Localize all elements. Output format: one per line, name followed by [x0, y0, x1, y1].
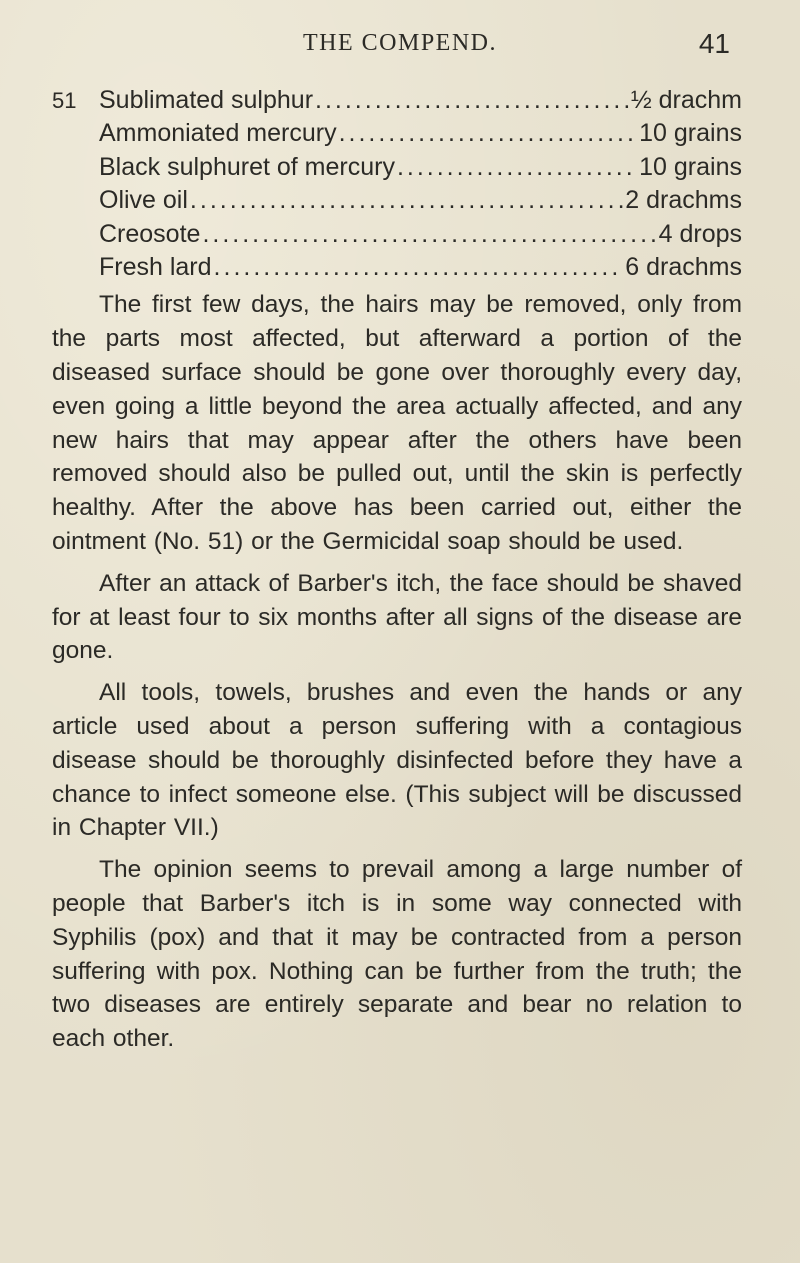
leader-dots: [397, 151, 637, 184]
ingredient-name: Sublimated sulphur: [99, 86, 314, 114]
ingredient-row: [99, 251, 742, 284]
ingredient-row: [99, 117, 742, 150]
ingredient-quantity: 2 drachms: [625, 186, 742, 215]
ingredient-row: [99, 84, 742, 117]
ingredient-list: [52, 84, 742, 284]
leader-dots: [315, 84, 629, 117]
page-number: 41: [698, 28, 730, 59]
ingredient-name: Black sulphuret of mercury: [99, 152, 395, 181]
paragraph-syphilis-myth: The opinion seems to prevail among a large number of people that Barber's itch is in some way connected with Syphilis (pox) and that it may be contracted from a person suffering with pox. Nothing can be further from the truth; the two diseases are entirely separate and bear no relation to each other.: [52, 856, 742, 1053]
ingredient-name: Olive oil: [99, 186, 188, 215]
leader-dots: [339, 117, 638, 150]
ingredient-row: [99, 218, 742, 251]
ingredient-quantity: 4 drops: [658, 219, 742, 248]
page-content: [52, 84, 742, 1056]
ingredient-name: Ammoniated mercury: [99, 119, 337, 148]
paragraph-hair-removal: The first few days, the hairs may be removed, only from the parts most affected, but afterward a portion of the diseased surface should be gone over thoroughly every day, even going a little beyond the area actually affected, and any new hairs that may appear after the others have been removed should also be pulled out, until the skin is perfectly healthy. After the above has been carried out, either the ointment (No. 51) or the Germicidal soap should be used.: [52, 291, 742, 556]
leader-dots: [202, 218, 656, 251]
running-title: THE COMPEND.: [302, 30, 497, 56]
ingredient-name: Creosote: [99, 219, 201, 248]
leader-dots: [190, 184, 623, 217]
paragraph-disinfection: All tools, towels, brushes and even the hands or any article used about a person suffering with a contagious disease should be thoroughly disinfected before they have a chance to infect someone else. (This subject will be discussed in Chapter VII.): [52, 679, 742, 842]
ingredient-quantity: 10 grains: [639, 152, 742, 181]
ingredient-quantity: 10 grains: [639, 119, 742, 148]
recipe-51: [52, 84, 742, 284]
ingredient-row: [99, 184, 742, 217]
paragraph-shaving-after: After an attack of Barber's itch, the face should be shaved for at least four to six months after all signs of the disease are gone.: [52, 569, 742, 665]
leader-dots: [214, 251, 624, 284]
ingredient-quantity: 6 drachms: [625, 253, 742, 282]
ingredient-quantity: ½ drachm: [630, 86, 742, 114]
page-header: [0, 30, 800, 64]
ingredient-name: Fresh lard: [99, 253, 212, 282]
recipe-number: 51: [52, 88, 77, 113]
ingredient-row: [99, 151, 742, 184]
